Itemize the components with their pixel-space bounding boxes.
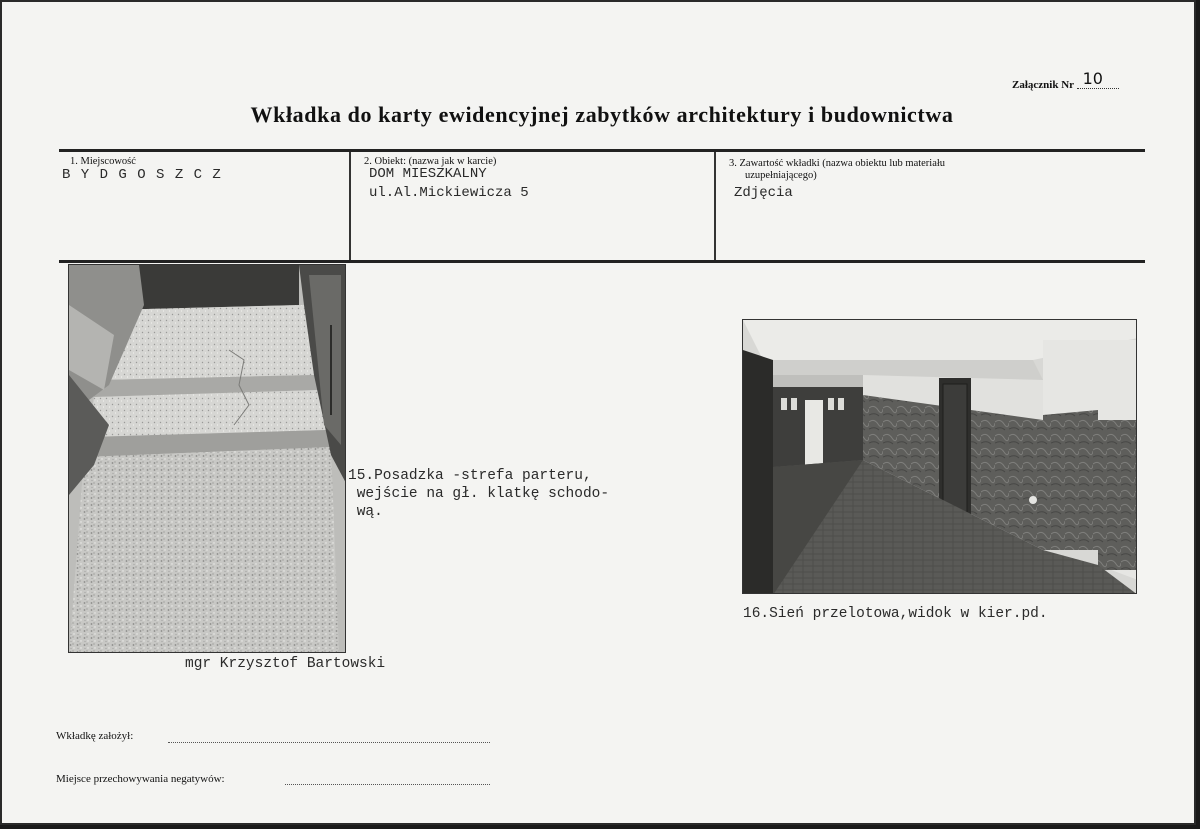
field-3-label-line-2: uzupełniającego) [745, 170, 817, 181]
created-by-field[interactable] [168, 742, 490, 743]
field-divider-2 [714, 152, 716, 260]
page-title: Wkładka do karty ewidencyjnej zabytków architektury i budownictwa [250, 102, 954, 127]
middle-rule [59, 260, 1145, 263]
annex-number-label [1012, 69, 1119, 92]
photo-15-caption-line-1: 15.Posadzka -strefa parteru, [348, 468, 592, 484]
passage-photo-icon [742, 319, 1137, 594]
field-3-value: Zdjęcia [734, 185, 793, 201]
passage-photo-image [743, 320, 1137, 594]
photo-15-caption-line-3: wą. [348, 504, 383, 520]
negatives-location-field[interactable] [285, 784, 490, 785]
photo-15-caption-line-2: wejście na gł. klatkę schodo- [348, 486, 610, 502]
annex-number-value: 10 [1077, 69, 1119, 89]
author-signature: mgr Krzysztof Bartowski [185, 656, 386, 672]
top-rule [59, 149, 1145, 152]
field-3-label-line-1: 3. Zawartość wkładki (nazwa obiektu lub materiału [729, 158, 946, 169]
annex-label: Załącznik Nr [1012, 79, 1074, 91]
field-1-label: 1. Miejscowość [70, 156, 136, 167]
field-2-value-line-2: ul.Al.Mickiewicza 5 [369, 185, 529, 201]
staircase-photo-image [69, 265, 346, 653]
field-2-value-line-1: DOM MIESZKALNY [369, 166, 487, 182]
field-1-value: B Y D G O S Z C Z [62, 167, 222, 183]
created-by-label: Wkładkę założył: [56, 730, 134, 742]
negatives-location-label: Miejsce przechowywania negatywów: [56, 773, 225, 785]
staircase-photo-icon [68, 264, 346, 653]
field-2-label: 2. Obiekt: (nazwa jak w karcie) [364, 156, 497, 167]
photo-16-caption: 16.Sień przelotowa,widok w kier.pd. [743, 606, 1048, 622]
field-divider-1 [349, 152, 351, 260]
